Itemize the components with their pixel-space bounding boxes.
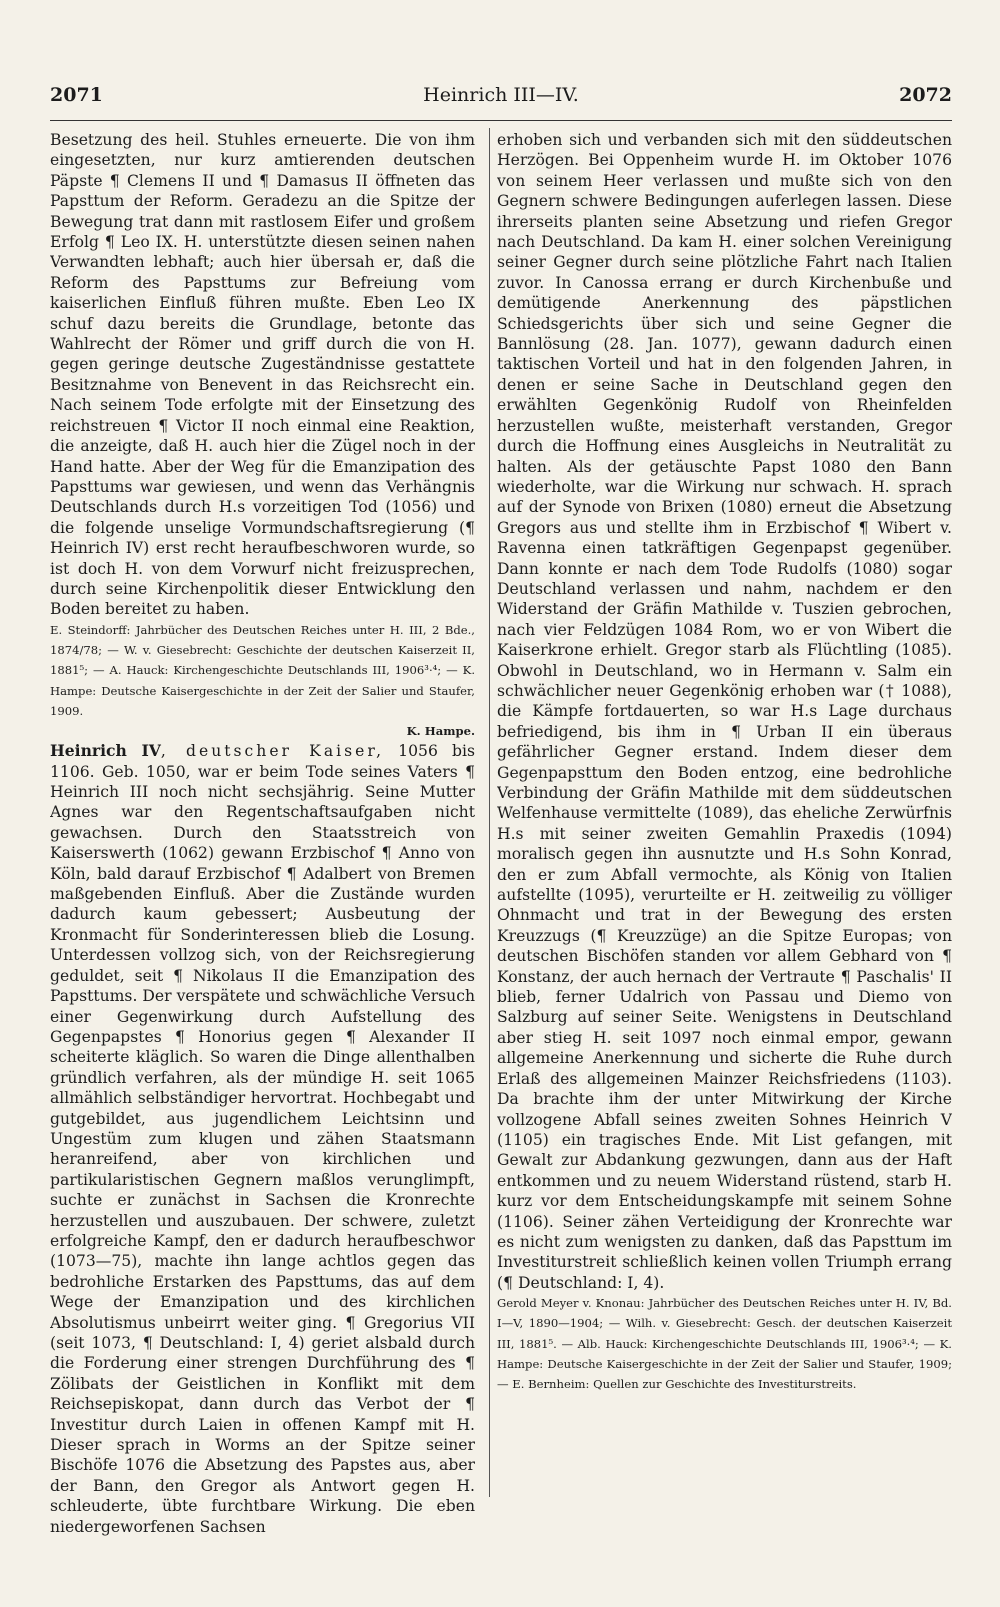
- paragraph-heinrich-iii-end: Besetzung des heil. Stuhles erneuerte. Die von ihm eingesetzten, nur kurz amtierenden deutschen Päpste ¶ Clemens II und ¶ Damasus II öffneten das Papsttum der Reform. Geradezu an die Spitze der Bewegung trat dann mit rastlosem Eifer und großem Erfolg ¶ Leo IX. H. unterstützte diesen seinen nahen Verwandten lebhaft; auch hier übersah er, daß die Reform des Papsttums zur Befreiung vom kaiserlichen Einfluß führen mußte. Eben Leo IX schuf dazu bereits die Grundlage, betonte das Wahlrecht der Römer und griff durch die von H. gegen geringe deutsche Zugeständnisse gestattete Besitznahme von Benevent in das Reichsrecht ein. Nach seinem Tode erfolgte mit der Einsetzung des reichstreuen ¶ Victor II noch einmal eine Reaktion, die anzeigte, daß H. auch hier die Zügel noch in der Hand hatte. Aber der Weg für die Emanzipation des Papsttums war gewiesen, und wenn das Verhängnis Deutschlands durch H.s vorzeitigen Tod (1056) und die folgende unselige Vormundschaftsregierung (¶ Heinrich IV) erst recht heraufbeschworen wurde, so ist doch H. von dem Vorwurf nicht freizusprechen, durch seine Kirchenpolitik dieser Entwicklung den Boden bereitet zu haben.: [50, 131, 475, 619]
- paragraph-heinrich-iv-continued: erhoben sich und verbanden sich mit den süddeutschen Herzögen. Bei Oppenheim wurde H. im Oktober 1076 von seinem Heer verlassen und mußte sich von den Gegnern schwere Bedingungen auferlegen lassen. Diese ihrerseits planten seine Absetzung und riefen Gregor nach Deutschland. Da kam H. einer solchen Vereinigung seiner Gegner durch seine plötzliche Fahrt nach Italien zuvor. In Canossa errang er durch Kirchenbuße und demütigende Anerkennung des päpstlichen Schiedsgerichts über sich und seine Gegner die Bannlösung (28. Jan. 1077), gewann dadurch einen taktischen Vorteil und hat in den folgenden Jahren, in denen er seine Sache in Deutschland gegen den erwählten Gegenkönig Rudolf von Rheinfelden herzustellen wußte, meisterhaft verstanden, Gregor durch die Hoffnung eines Ausgleichs in Neutralität zu halten. Als der getäuschte Papst 1080 den Bann wiederholte, war die Wirkung nur schwach. H. sprach auf der Synode von Brixen (1080) erneut die Absetzung Gregors aus und stellte ihm in Erzbischof ¶ Wibert v. Ravenna einen tatkräftigen Gegenpapst gegenüber. Dann konnte er nach dem Tode Rudolfs (1080) sogar Deutschland verlassen und nahm, nachdem er den Widerstand der Gräfin Mathilde v. Tuszien gebrochen, nach vier Feldzügen 1084 Rom, wo er von Wibert die Kaiserkrone erhielt. Gregor starb als Flüchtling (1085). Obwohl in Deutschland, wo in Hermann v. Salm ein schwächlicher neuer Gegenkönig erhoben war († 1088), die Kämpfe fortdauerten, so war H.s Lage durchaus befriedigend, bis ihm in ¶ Urban II ein überaus gefährlicher Gegner erstand. Indem dieser dem Gegenpapsttum den Boden entzog, eine bedrohliche Verbindung der Gräfin Mathilde mit dem süddeutschen Welfenhause vermittelte (1089), das eheliche Zerwürfnis H.s mit seiner zweiten Gemahlin Praxedis (1094) moralisch gegen ihn ausnutzte und H.s Sohn Konrad, den er zum Abfall vermochte, als König von Italien aufstellte (1095), verurteilte er H. zeitweilig zu völliger Ohnmacht und trat in der Bewegung des ersten Kreuzzugs (¶ Kreuzzüge) an die Spitze Europas; von deutschen Bischöfen standen vor allem Gebhard von ¶ Konstanz, der auch hernach der Vertraute ¶ Paschalis' II blieb, ferner Udalrich von Passau und Diemo von Salzburg auf seiner Seite. Wenigstens in Deutschland aber stieg H. seit 1097 noch einmal empor, gewann allgemeine Anerkennung und sicherte die Ruhe durch Erlaß des allgemeinen Mainzer Reichsfriedens (1103). Da brachte ihm der unter Mitwirkung der Kirche vollzogene Abfall seines zweiten Sohnes Heinrich V (1105) ein tragisches Ende. Mit List gefangen, mit Gewalt zur Abdankung gezwungen, dann aus der Haft entkommen und zu neuem Widerstand rüstend, starb H. kurz vor dem Entscheidungskampfe mit seinem Sohne (1106). Seiner zähen Verteidigung der Kronrechte war es nicht zum wenigsten zu danken, daß das Papsttum im Investiturstreit schließlich keinen vollen Triumph errang (¶ Deutschland: I, 4).: [497, 131, 952, 1292]
- header-rule: [50, 120, 952, 121]
- page-number-left: 2071: [50, 84, 103, 106]
- column-left: [50, 130, 475, 1567]
- entry-heading: Heinrich IV: [50, 741, 161, 761]
- literature-heinrich-iii: E. Steindorff: Jahrbücher des Deutschen Reiches unter H. III, 2 Bde., 1874/78; — W. v. Giesebrecht: Geschichte der deutschen Kaiserzeit II, 1881⁵; — A. Hauck: Kirchengeschichte Deutschlands III, 1906³·⁴; — K. Hampe: Deutsche Kaisergeschichte in der Zeit der Salier und Staufer, 1909.: [50, 622, 475, 718]
- paragraph-heinrich-iv: [50, 741, 475, 1537]
- entry-subtitle: , deutscher Kaiser,: [160, 742, 385, 761]
- page-header: [50, 84, 952, 118]
- literature-heinrich-iv: Gerold Meyer v. Knonau: Jahrbücher des Deutschen Reiches unter H. IV, Bd. I—V, 1890—1904; — Wilh. v. Giesebrecht: Gesch. der deutschen Kaiserzeit III, 1881⁵. — Alb. Hauck: Kirchengeschichte Deutschlands III, 1906³·⁴; — K. Hampe: Deutsche Kaisergeschichte in der Zeit der Salier und Staufer, 1909; — E. Bernheim: Quellen zur Geschichte des Investiturstreits.: [497, 1296, 952, 1392]
- running-title: Heinrich III—IV.: [423, 84, 579, 106]
- author-signature: K. Hampe.: [406, 724, 475, 739]
- column-right: [497, 130, 952, 1567]
- text-columns: [50, 130, 952, 1567]
- page-number-right: 2072: [899, 84, 952, 106]
- entry-body: 1056 bis 1106. Geb. 1050, war er beim Tode seines Vaters ¶ Heinrich III noch nicht sechsjährig. Seine Mutter Agnes war den Regentschaftsaufgaben nicht gewachsen. Durch den Staatsstreich von Kaiserswerth (1062) gewann Erzbischof ¶ Anno von Köln, bald darauf Erzbischof ¶ Adalbert von Bremen maßgebenden Einfluß. Aber die Zustände wurden dadurch kaum gebessert; Ausbeutung der Kronmacht für Sonderinteressen blieb die Losung. Unterdessen vollzog sich, von der Reichsregierung geduldet, seit ¶ Nikolaus II die Emanzipation des Papsttums. Der verspätete und schwächliche Versuch einer Gegenwirkung durch Aufstellung des Gegenpapstes ¶ Honorius gegen ¶ Alexander II scheiterte kläglich. So waren die Dinge allenthalben gründlich verfahren, als der mündige H. seit 1065 allmählich selbständiger hervortrat. Hochbegabt und gutgebildet, aus jugendlichem Leichtsinn und Ungestüm zum klugen und zähen Staatsmann heranreifend, aber von kirchlichen und partikularistischen Gegnern maßlos verunglimpft, suchte er zunächst in Sachsen die Kronrechte herzustellen und auszubauen. Der schwere, zuletzt erfolgreiche Kampf, den er dadurch heraufbeschwor (1073—75), machte ihn lange achtlos gegen das bedrohliche Erstarken des Papsttums, das auf dem Wege der Emanzipation und des kirchlichen Absolutismus unbeirrt weiter ging. ¶ Gregorius VII (seit 1073, ¶ Deutschland: I, 4) geriet alsbald durch die Forderung einer strengen Durchführung des ¶ Zölibats der Geistlichen in Konflikt mit dem Reichsepiskopat, dann durch das Verbot der ¶ Investitur durch Laien in offenen Kampf mit H. Dieser sprach in Worms an der Spitze seiner Bischöfe 1076 die Absetzung des Papstes aus, aber der Bann, den Gregor als Antwort gegen H. schleuderte, übte furchtbare Wirkung. Die eben niedergeworfenen Sachsen: [50, 742, 475, 1536]
